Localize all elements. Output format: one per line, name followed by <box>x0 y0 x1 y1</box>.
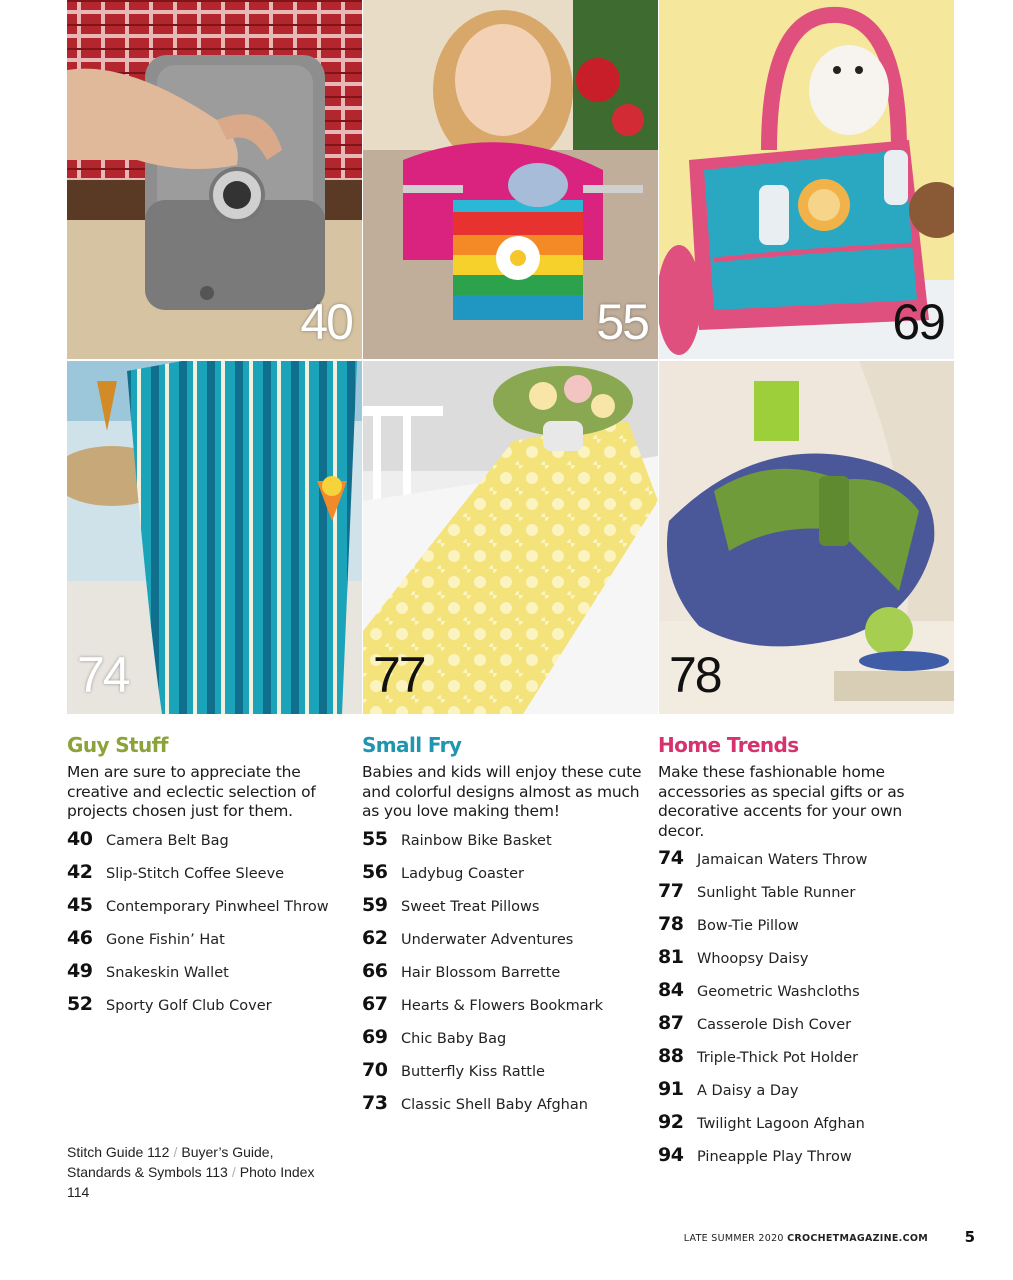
project-title: Whoopsy Daisy <box>697 951 809 967</box>
stitch-guide-link[interactable]: Stitch Guide 112 <box>67 1144 170 1160</box>
list-item[interactable] <box>658 946 948 979</box>
project-title: A Daisy a Day <box>697 1083 799 1099</box>
photo-page-number: 78 <box>669 647 721 703</box>
project-title: Triple-Thick Pot Holder <box>697 1050 859 1066</box>
page-number: 73 <box>362 1091 388 1114</box>
page-number: 70 <box>362 1058 388 1081</box>
project-title: Jamaican Waters Throw <box>697 852 868 868</box>
page-number: 81 <box>658 946 684 968</box>
page-number: 66 <box>362 959 388 982</box>
list-item[interactable] <box>67 894 347 927</box>
page-number: 77 <box>658 880 684 902</box>
section-home-trends <box>658 733 948 1177</box>
project-title: Hearts & Flowers Bookmark <box>401 997 604 1014</box>
page-footer <box>684 1233 928 1244</box>
list-item[interactable] <box>362 828 647 861</box>
list-item[interactable] <box>658 1012 948 1045</box>
issue-label: LATE SUMMER 2020 <box>683 1233 784 1244</box>
page-number: 55 <box>362 827 388 850</box>
section-small-fry <box>362 733 647 1125</box>
page-number: 67 <box>362 992 388 1015</box>
photo-grid <box>67 0 954 714</box>
photo-sunlight-table-runner <box>363 361 658 714</box>
page-number: 87 <box>658 1012 684 1034</box>
page-number: 52 <box>67 992 93 1015</box>
photo-page-number: 77 <box>373 647 425 703</box>
list-item[interactable] <box>67 960 347 993</box>
page-number: 94 <box>658 1144 684 1166</box>
project-title: Slip-Stitch Coffee Sleeve <box>106 865 285 882</box>
project-title: Contemporary Pinwheel Throw <box>106 898 329 915</box>
page-number: 59 <box>362 893 388 916</box>
list-item[interactable] <box>67 861 347 894</box>
page-number: 92 <box>658 1111 684 1133</box>
page-number: 88 <box>658 1045 684 1067</box>
page-number: 91 <box>658 1078 684 1100</box>
page-number: 49 <box>67 959 93 982</box>
list-item[interactable] <box>362 1092 647 1125</box>
project-title: Sweet Treat Pillows <box>401 898 540 915</box>
photo-page-number: 74 <box>77 647 129 703</box>
project-title: Gone Fishin’ Hat <box>106 931 225 948</box>
page-number: 46 <box>67 926 93 949</box>
section-title: Guy Stuff <box>67 733 168 757</box>
photo-page-number: 69 <box>892 294 944 350</box>
list-item[interactable] <box>658 1144 948 1177</box>
list-item[interactable] <box>658 1111 948 1144</box>
project-list <box>67 828 347 1026</box>
page-number: 56 <box>362 860 388 883</box>
page-number-folio: 5 <box>964 1228 975 1246</box>
photo-page-number: 55 <box>596 294 648 350</box>
list-item[interactable] <box>658 1078 948 1111</box>
project-title: Snakeskin Wallet <box>106 964 229 981</box>
project-title: Classic Shell Baby Afghan <box>401 1096 588 1113</box>
section-intro: Make these fashionable home accessories as special gifts or as decorative accents for your own decor. <box>658 763 905 840</box>
list-item[interactable] <box>658 847 948 880</box>
list-item[interactable] <box>67 828 347 861</box>
page-number: 78 <box>658 913 684 935</box>
page-number: 74 <box>658 847 684 869</box>
list-item[interactable] <box>362 960 647 993</box>
project-title: Hair Blossom Barrette <box>401 964 561 981</box>
section-title: Small Fry <box>362 733 462 757</box>
project-list <box>362 828 647 1125</box>
photo-rainbow-bike-basket <box>363 0 658 359</box>
project-title: Geometric Washcloths <box>697 984 860 1000</box>
separator: / <box>173 1144 178 1160</box>
project-title: Underwater Adventures <box>401 931 574 948</box>
project-title: Rainbow Bike Basket <box>401 832 552 849</box>
section-guy-stuff <box>67 733 347 1026</box>
website-link[interactable]: CROCHETMAGAZINE.COM <box>787 1233 928 1244</box>
list-item[interactable] <box>362 861 647 894</box>
project-title: Sunlight Table Runner <box>697 885 856 901</box>
photo-index-link[interactable]: Photo Index 114 <box>67 1164 315 1200</box>
list-item[interactable] <box>658 880 948 913</box>
list-item[interactable] <box>658 979 948 1012</box>
list-item[interactable] <box>362 927 647 960</box>
list-item[interactable] <box>67 927 347 960</box>
buyers-guide-link[interactable]: Buyer’s Guide, Standards & Symbols 113 <box>67 1144 274 1180</box>
section-intro: Babies and kids will enjoy these cute and colorful designs almost as much as you love making them! <box>362 763 642 820</box>
list-item[interactable] <box>658 1045 948 1078</box>
project-title: Sporty Golf Club Cover <box>106 997 272 1014</box>
project-title: Pineapple Play Throw <box>697 1149 852 1165</box>
page-number: 45 <box>67 893 93 916</box>
project-list <box>658 847 948 1177</box>
list-item[interactable] <box>658 913 948 946</box>
project-title: Bow-Tie Pillow <box>697 918 799 934</box>
page-number: 84 <box>658 979 684 1001</box>
photo-chic-baby-bag <box>659 0 954 359</box>
list-item[interactable] <box>362 1026 647 1059</box>
list-item[interactable] <box>362 1059 647 1092</box>
section-intro: Men are sure to appreciate the creative and eclectic selection of projects chosen just for them. <box>67 763 316 820</box>
page-number: 40 <box>67 827 93 850</box>
project-title: Butterfly Kiss Rattle <box>401 1063 545 1080</box>
photo-page-number: 40 <box>300 294 352 350</box>
page-number: 42 <box>67 860 93 883</box>
photo-camera-belt-bag <box>67 0 362 359</box>
project-title: Twilight Lagoon Afghan <box>697 1116 865 1132</box>
reference-links <box>67 1142 337 1202</box>
section-title: Home Trends <box>658 733 799 757</box>
photo-bow-tie-pillow <box>659 361 954 714</box>
project-title: Camera Belt Bag <box>106 832 229 849</box>
project-title: Ladybug Coaster <box>401 865 524 882</box>
list-item[interactable] <box>362 894 647 927</box>
page-number: 69 <box>362 1025 388 1048</box>
separator: / <box>231 1164 236 1180</box>
photo-jamaican-waters-throw <box>67 361 362 714</box>
page-number: 62 <box>362 926 388 949</box>
list-item[interactable] <box>67 993 347 1026</box>
list-item[interactable] <box>362 993 647 1026</box>
project-title: Casserole Dish Cover <box>697 1017 852 1033</box>
project-title: Chic Baby Bag <box>401 1030 507 1047</box>
